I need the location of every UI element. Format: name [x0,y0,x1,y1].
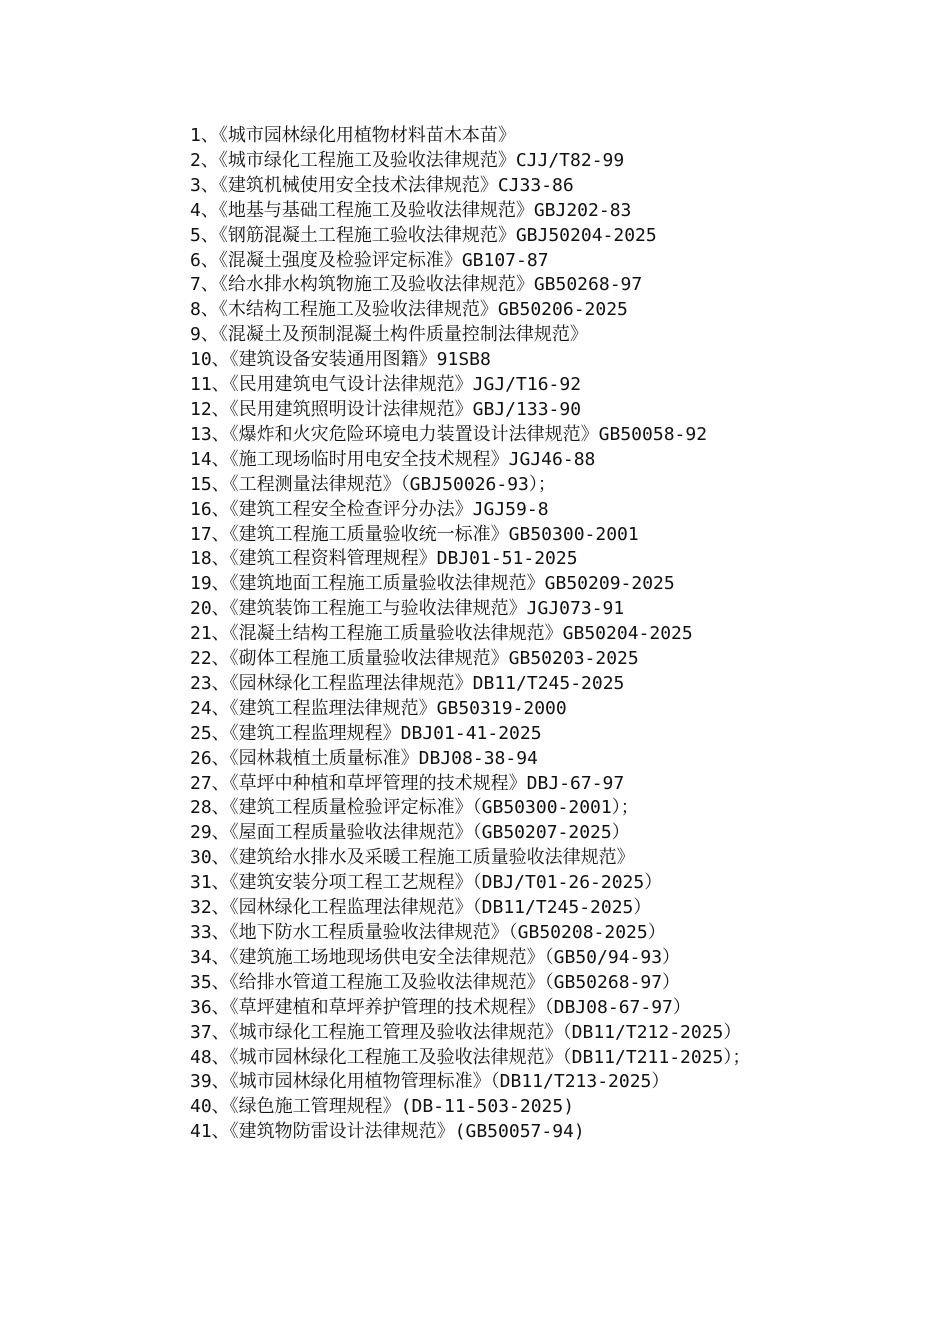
list-item: 11、《民用建筑电气设计法律规范》JGJ/T16-92 [190,374,582,396]
list-item: 31、《建筑安装分项工程工艺规程》（DBJ/T01-26-2025） [190,872,663,894]
list-item: 12、《民用建筑照明设计法律规范》GBJ/133-90 [190,398,582,420]
list-item: 30、《建筑给水排水及采暖工程施工质量验收法律规范》 [190,847,635,869]
list-item: 39、《城市园林绿化用植物管理标准》（DB11/T213-2025） [190,1071,670,1093]
list-item: 26、《园林栽植土质量标准》DBJ08-38-94 [190,747,538,769]
list-item: 37、《城市绿化工程施工管理及验收法律规范》（DB11/T212-2025） [190,1021,742,1043]
list-item: 17、《建筑工程施工质量验收统一标准》GB50300-2001 [190,523,639,545]
list-item: 20、《建筑装饰工程施工与验收法律规范》JGJ073-91 [190,598,625,620]
list-item: 7、《给水排水构筑物施工及验收法律规范》GB50268-97 [190,274,643,296]
list-item: 23、《园林绿化工程监理法律规范》DB11/T245-2025 [190,672,625,694]
list-item: 15、《工程测量法律规范》（GBJ50026-93）； [190,473,556,495]
list-item: 27、《草坪中种植和草坪管理的技术规程》DBJ-67-97 [190,772,625,794]
list-item: 18、《建筑工程资料管理规程》DBJ01-51-2025 [190,548,578,570]
list-item: 10、《建筑设备安装通用图籍》91SB8 [190,349,491,371]
list-item: 19、《建筑地面工程施工质量验收法律规范》GB50209-2025 [190,573,675,595]
list-item: 24、《建筑工程监理法律规范》GB50319-2000 [190,697,567,719]
list-item: 41、《建筑物防雷设计法律规范》(GB50057-94) [190,1121,585,1143]
list-item: 3、《建筑机械使用安全技术法律规范》CJ33-86 [190,174,574,196]
list-item: 8、《木结构工程施工及验收法律规范》GB50206-2025 [190,299,628,321]
list-item: 28、《建筑工程质量检验评定标准》（GB50300-2001）； [190,797,639,819]
list-item: 14、《施工现场临时用电安全技术规程》JGJ46-88 [190,448,596,470]
list-item: 21、《混凝土结构工程施工质量验收法律规范》GB50204-2025 [190,623,693,645]
list-item: 9、《混凝土及预制混凝土构件质量控制法律规范》 [190,324,588,346]
list-item: 48、《城市园林绿化工程施工及验收法律规范》（DB11/T211-2025）； [190,1046,751,1068]
list-item: 35、《给排水管道工程施工及验收法律规范》（GB50268-97） [190,971,681,993]
list-item: 1、《城市园林绿化用植物材料苗木本苗》 [190,125,516,146]
list-item: 32、《园林绿化工程监理法律规范》（DB11/T245-2025） [190,897,652,919]
list-item: 40、《绿色施工管理规程》(DB-11-503-2025) [190,1096,575,1118]
list-item: 4、《地基与基础工程施工及验收法律规范》GBJ202-83 [190,199,632,221]
list-item: 33、《地下防水工程质量验收法律规范》（GB50208-2025） [190,922,666,943]
list-item: 5、《钢筋混凝土工程施工验收法律规范》GBJ50204-2025 [190,224,657,246]
list-item: 2、《城市绿化工程施工及验收法律规范》CJJ/T82-99 [190,149,625,171]
standards-list [143,124,833,1145]
list-item: 34、《建筑施工场地现场供电安全法律规范》（GB50/94-93） [190,946,681,968]
list-item: 25、《建筑工程监理规程》DBJ01-41-2025 [190,722,542,744]
list-item: 36、《草坪建植和草坪养护管理的技术规程》（DBJ08-67-97） [190,996,691,1018]
list-item: 13、《爆炸和火灾危险环境电力装置设计法律规范》GB50058-92 [190,423,708,445]
list-item: 16、《建筑工程安全检查评分办法》JGJ59-8 [190,498,549,520]
list-item: 22、《砌体工程施工质量验收法律规范》GB50203-2025 [190,648,639,670]
list-item: 6、《混凝土强度及检验评定标准》GB107-87 [190,249,549,271]
list-item: 29、《屋面工程质量验收法律规范》（GB50207-2025） [190,822,630,844]
